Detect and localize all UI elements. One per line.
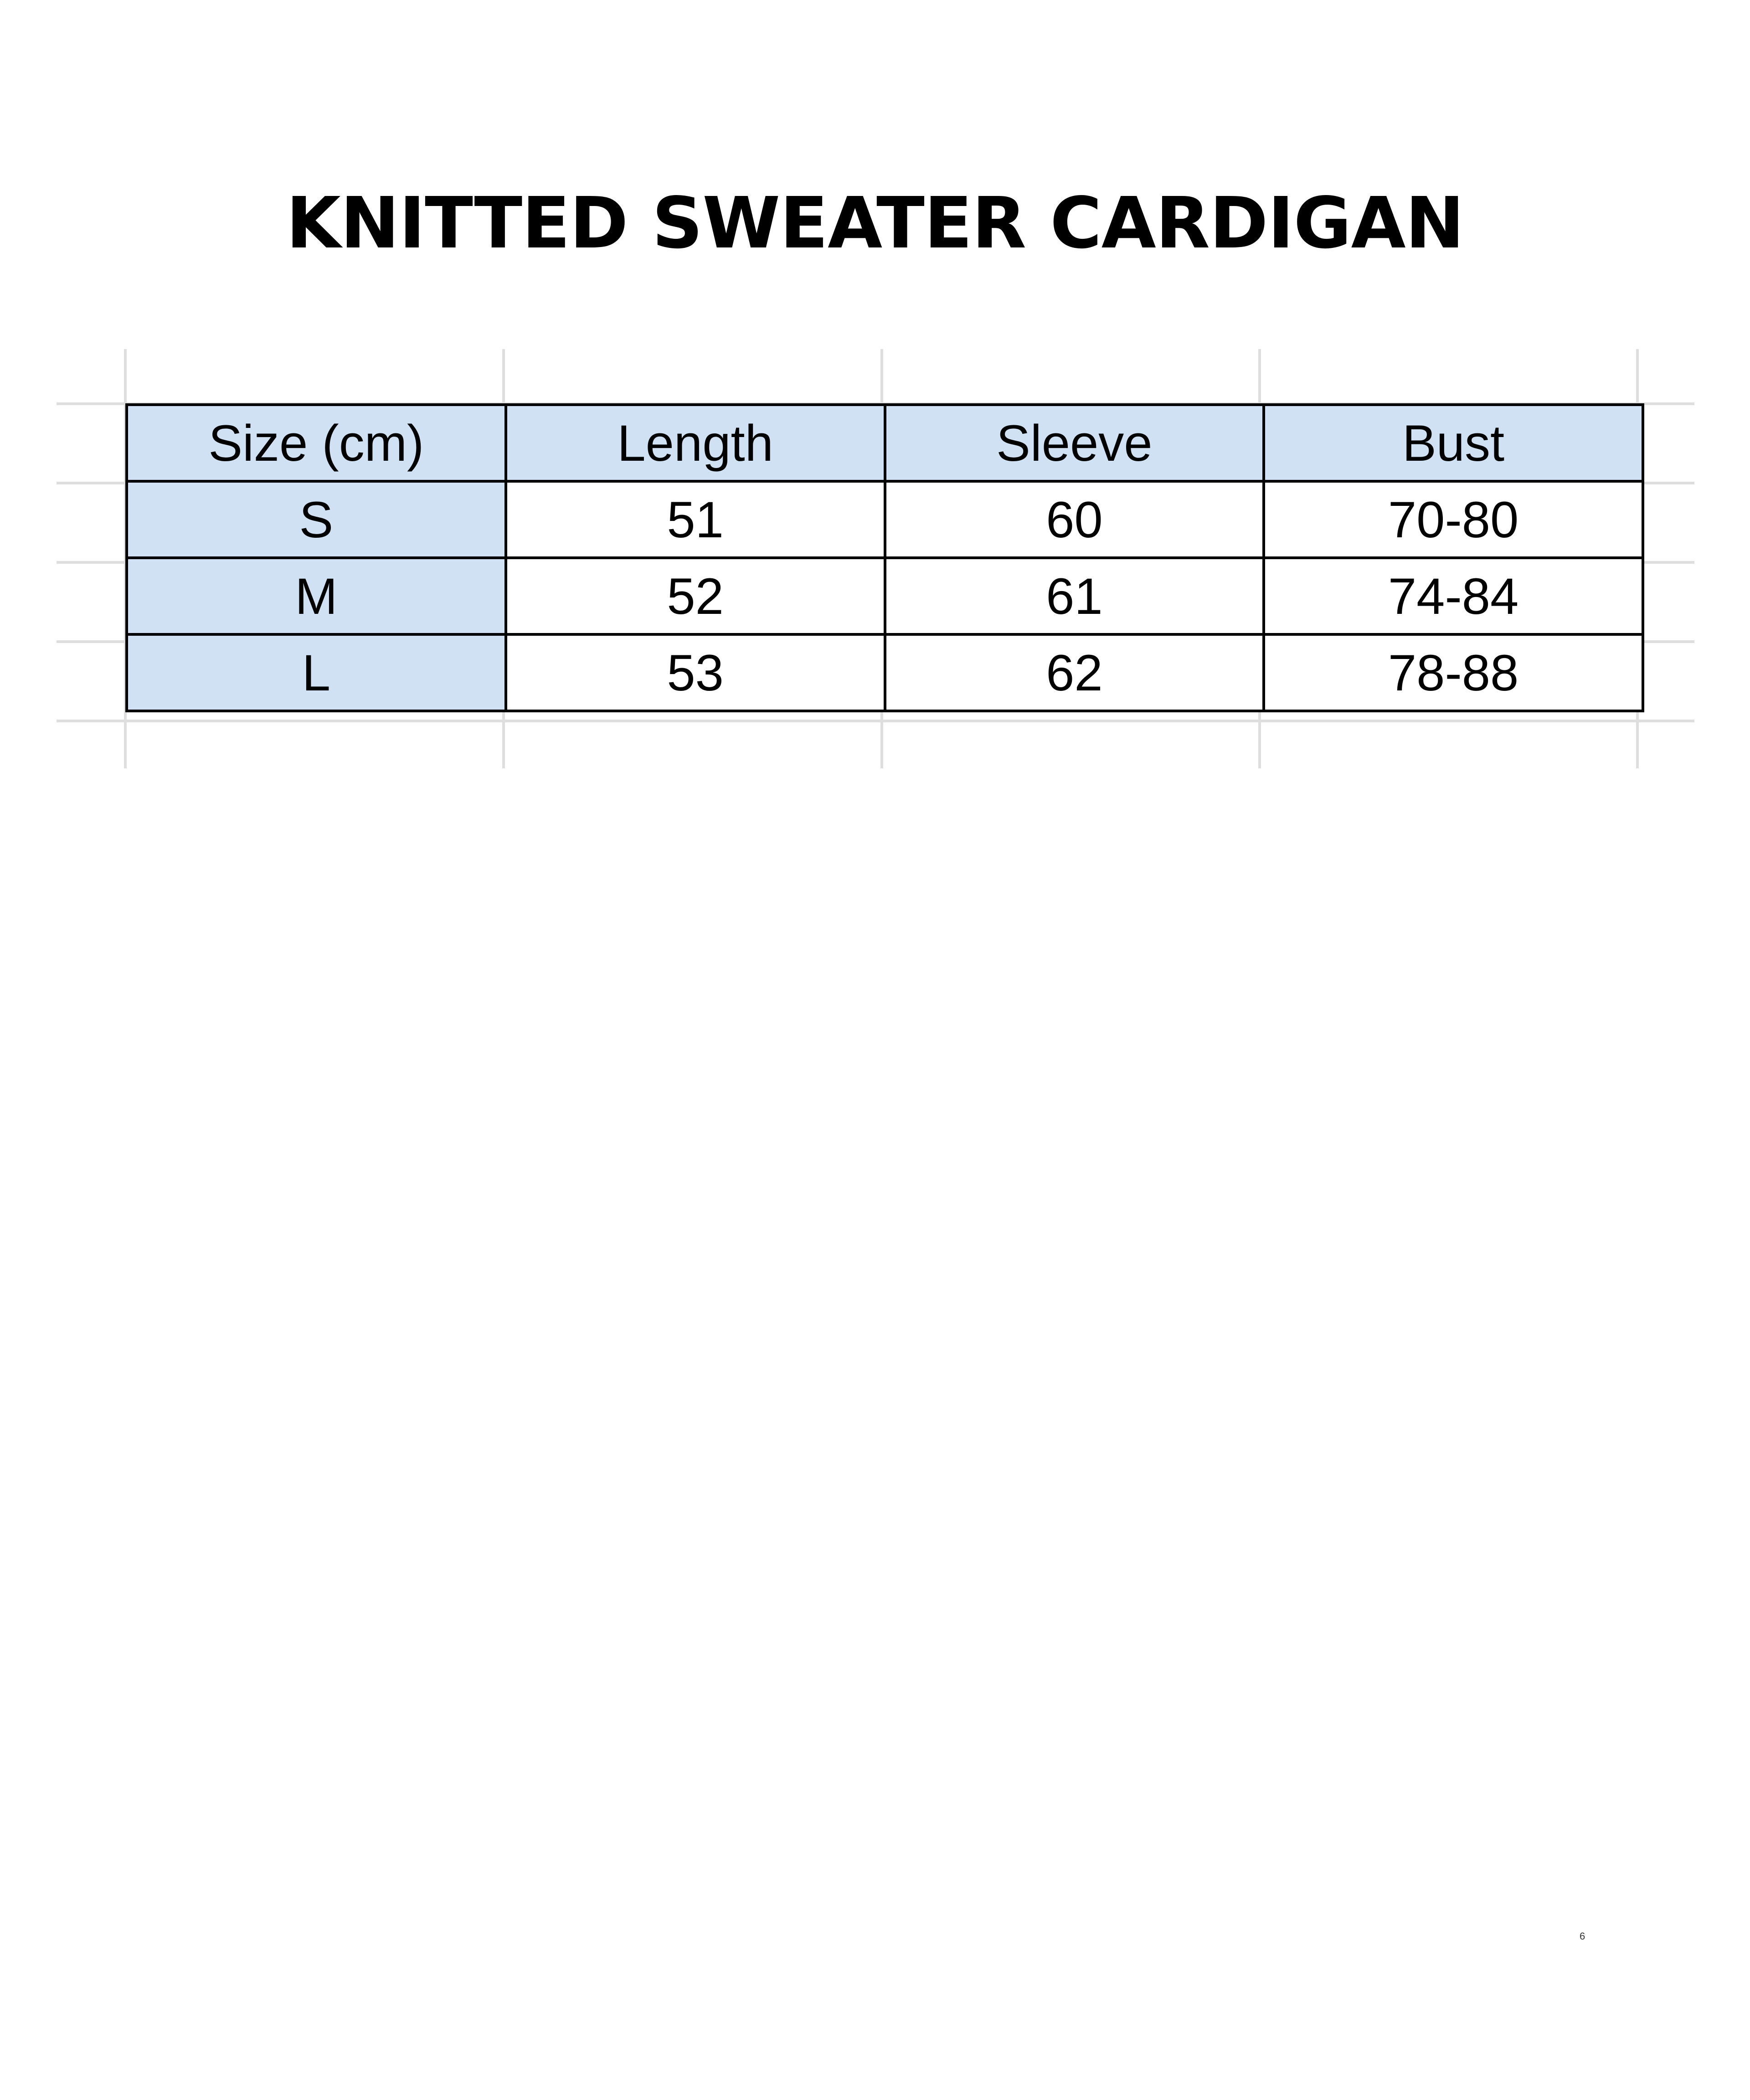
page-number: 6 bbox=[1580, 1930, 1585, 1942]
size-cell: M bbox=[127, 558, 506, 634]
length-cell: 53 bbox=[506, 634, 885, 711]
size-cell: L bbox=[127, 634, 506, 711]
sleeve-cell: 60 bbox=[885, 481, 1264, 558]
table-row bbox=[127, 558, 1643, 634]
header-length: Length bbox=[506, 405, 885, 481]
sleeve-cell: 62 bbox=[885, 634, 1264, 711]
header-sleeve: Sleeve bbox=[885, 405, 1264, 481]
length-cell: 52 bbox=[506, 558, 885, 634]
header-bust: Bust bbox=[1264, 405, 1643, 481]
header-size: Size (cm) bbox=[127, 405, 506, 481]
gridline-h bbox=[57, 720, 1694, 722]
size-cell: S bbox=[127, 481, 506, 558]
bust-cell: 70-80 bbox=[1264, 481, 1643, 558]
table-header-row bbox=[127, 405, 1643, 481]
bust-cell: 78-88 bbox=[1264, 634, 1643, 711]
table-row bbox=[127, 481, 1643, 558]
length-cell: 51 bbox=[506, 481, 885, 558]
table-row bbox=[127, 634, 1643, 711]
sleeve-cell: 61 bbox=[885, 558, 1264, 634]
page-title: KNITTED SWEATER CARDIGAN bbox=[286, 182, 1464, 264]
bust-cell: 74-84 bbox=[1264, 558, 1643, 634]
size-chart-table bbox=[125, 403, 1644, 712]
